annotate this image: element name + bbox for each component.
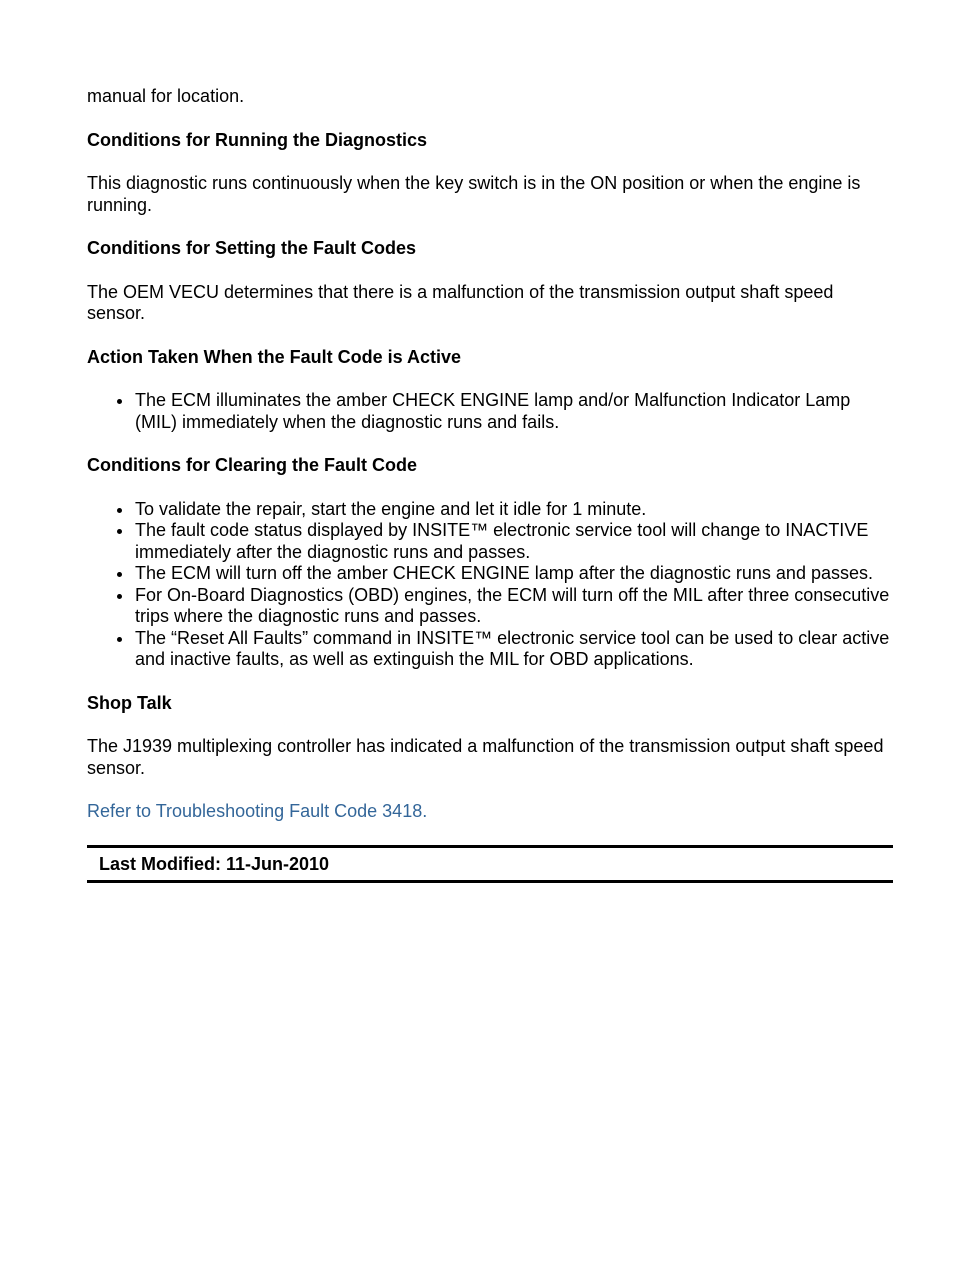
action-taken-list [87, 390, 893, 433]
heading-action-taken: Action Taken When the Fault Code is Active [87, 346, 462, 367]
last-modified-text: Last Modified: 11-Jun-2010 [99, 853, 330, 874]
refer-paragraph [87, 801, 893, 823]
list-item: The fault code status displayed by INSITE™ electronic service tool will change to INACTIVE immediately after the diagnostic runs and passes. [135, 520, 893, 563]
list-item: To validate the repair, start the engine and let it idle for 1 minute. [135, 499, 893, 521]
list-item: For On-Board Diagnostics (OBD) engines, the ECM will turn off the MIL after three consecutive trips where the diagnostic runs and passes. [135, 585, 893, 628]
clearing-conditions-list [87, 499, 893, 671]
heading-setting-conditions: Conditions for Setting the Fault Codes [87, 238, 416, 258]
list-item: The ECM illuminates the amber CHECK ENGINE lamp and/or Malfunction Indicator Lamp (MIL) immediately when the diagnostic runs and fails. [135, 390, 893, 433]
intro-fragment: manual for location. [87, 86, 245, 106]
heading-clearing-conditions: Conditions for Clearing the Fault Code [87, 455, 417, 475]
refer-troubleshooting-link[interactable]: Refer to Troubleshooting Fault Code 3418. [87, 801, 428, 821]
shop-talk-text: The J1939 multiplexing controller has indicated a malfunction of the transmission output shaft speed sensor. [87, 736, 884, 778]
list-item: The ECM will turn off the amber CHECK ENGINE lamp after the diagnostic runs and passes. [135, 563, 893, 585]
last-modified-bar [87, 845, 893, 883]
setting-conditions-text: The OEM VECU determines that there is a malfunction of the transmission output shaft speed sensor. [87, 281, 834, 323]
heading-shop-talk: Shop Talk [87, 692, 172, 713]
list-item: The “Reset All Faults” command in INSITE™ electronic service tool can be used to clear active and inactive faults, as well as extinguish the MIL for OBD applications. [135, 628, 893, 671]
running-conditions-text: This diagnostic runs continuously when the key switch is in the ON position or when the engine is running. [87, 173, 861, 215]
document-page [87, 86, 893, 883]
heading-running-conditions: Conditions for Running the Diagnostics [87, 129, 427, 150]
